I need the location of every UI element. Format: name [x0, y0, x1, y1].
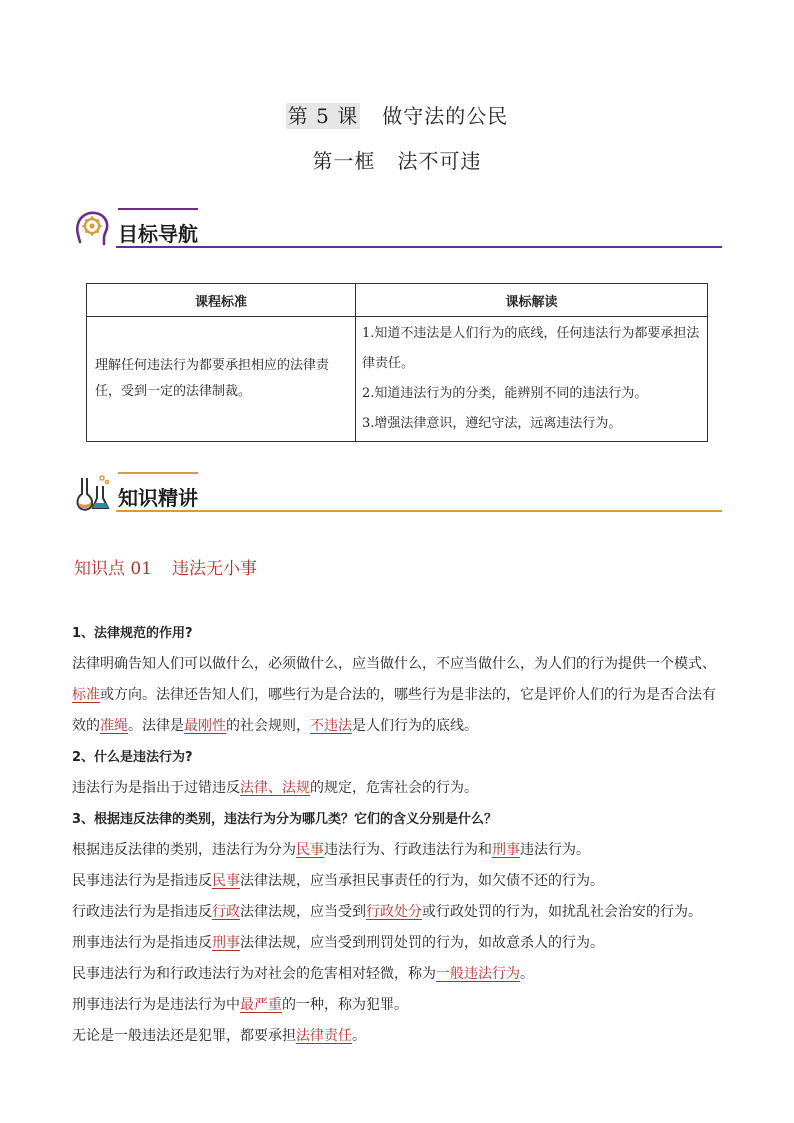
- key-term: 民事: [212, 873, 240, 889]
- key-term: 标准: [72, 687, 100, 703]
- question-heading: 3、根据违反法律的类别，违法行为分为哪几类？它们的含义分别是什么？: [72, 812, 498, 827]
- paragraph: [72, 773, 724, 804]
- text: 违法行为。: [520, 842, 590, 858]
- text: 法律法规，应当承担民事责任的行为，如欠债不还的行为。: [240, 873, 604, 889]
- section-accent-line: [118, 472, 198, 474]
- text: 民事违法行为是指违反: [72, 873, 212, 889]
- section-divider: [116, 246, 722, 248]
- text: 或行政处罚的行为，如扰乱社会治安的行为。: [422, 904, 702, 920]
- paragraph: [72, 711, 724, 742]
- question-heading: 1、法律规范的作用?: [72, 626, 193, 641]
- standard-reading-cell: [356, 317, 708, 442]
- paragraph: [72, 928, 724, 959]
- text: 的一种，称为犯罪。: [282, 997, 408, 1013]
- section-divider: [116, 510, 722, 512]
- brain-gear-icon: [72, 208, 112, 248]
- text: 效的: [72, 718, 100, 734]
- key-term: 准绳: [100, 718, 128, 734]
- text: 刑事违法行为是违法行为中: [72, 997, 240, 1013]
- section-accent-line: [118, 208, 198, 210]
- key-term: 刑事: [492, 842, 520, 858]
- key-term: 最刚性: [184, 718, 226, 734]
- key-term: 一般违法行为: [436, 966, 520, 982]
- key-term: 最严重: [240, 997, 282, 1013]
- table-row: [87, 317, 708, 442]
- reading-item: 1.知道不违法是人们行为的底线，任何违法行为都要承担法律责任。: [362, 326, 700, 371]
- frame-number: 第一框: [312, 149, 376, 173]
- text: 。法律是: [128, 718, 184, 734]
- reading-item: 3.增强法律意识，遵纪守法，远离违法行为。: [362, 416, 622, 431]
- key-term: 不违法: [310, 718, 352, 734]
- key-term: 行政: [212, 904, 240, 920]
- text: 违法行为、行政违法行为和: [324, 842, 492, 858]
- knowledge-point-title: [74, 554, 257, 579]
- section-title: 知识精讲: [118, 486, 198, 510]
- text: 。: [352, 1028, 366, 1044]
- paragraph: [72, 959, 724, 990]
- section-goal-navigation: [72, 206, 722, 254]
- table-header-row: [87, 284, 708, 317]
- paragraph: [72, 1021, 724, 1052]
- text: 行政违法行为是指违反: [72, 904, 212, 920]
- knowledge-point-number: 知识点 01: [74, 559, 153, 579]
- lesson-number: 第 5 课: [287, 104, 359, 128]
- key-term: 法律、法规: [240, 780, 310, 796]
- text: 刑事违法行为是指违反: [72, 935, 212, 951]
- paragraph: [72, 835, 724, 866]
- text: 法律明确告知人们可以做什么，必须做什么，应当做什么，不应当做什么，为人们的行为提供一个模式、: [72, 656, 716, 672]
- knowledge-point-name: 违法无小事: [172, 559, 258, 579]
- paragraph: [72, 990, 724, 1021]
- text: 无论是一般违法还是犯罪，都要承担: [72, 1028, 296, 1044]
- lesson-name: 做守法的公民: [382, 104, 509, 128]
- knowledge-content: [72, 618, 724, 1052]
- text: 民事违法行为和行政违法行为对社会的危害相对轻微，称为: [72, 966, 436, 982]
- key-term: 行政处分: [366, 904, 422, 920]
- frame-name: 法不可违: [397, 149, 482, 173]
- goal-table: [86, 283, 708, 442]
- text: 法律法规，应当受到刑罚处罚的行为，如故意杀人的行为。: [240, 935, 604, 951]
- text: 根据违反法律的类别，违法行为分为: [72, 842, 296, 858]
- text: 的规定，危害社会的行为。: [310, 780, 478, 796]
- text: 的社会规则，: [226, 718, 310, 734]
- paragraph: [72, 649, 724, 680]
- course-standard-cell: 理解任何违法行为都要承担相应的法律责任，受到一定的法律制裁。: [87, 317, 356, 442]
- text: 或方向。法律还告知人们，哪些行为是合法的，哪些行为是非法的，它是评价人们的行为是否合法有: [100, 687, 716, 703]
- table-header-reading: 课标解读: [356, 284, 708, 317]
- frame-title: [0, 145, 794, 174]
- lab-flask-icon: [72, 472, 112, 512]
- key-term: 民事: [296, 842, 324, 858]
- lesson-title: [0, 100, 794, 129]
- paragraph: [72, 897, 724, 928]
- table-header-standard: 课程标准: [87, 284, 356, 317]
- key-term: 法律责任: [296, 1028, 352, 1044]
- question-heading: 2、什么是违法行为?: [72, 750, 193, 765]
- reading-item: 2.知道违法行为的分类，能辨别不同的违法行为。: [362, 386, 648, 401]
- text: 。: [520, 966, 534, 982]
- section-knowledge-lecture: [72, 470, 722, 518]
- text: 违法行为是指出于过错违反: [72, 780, 240, 796]
- section-title: 目标导航: [118, 222, 198, 246]
- text: 法律法规，应当受到: [240, 904, 366, 920]
- key-term: 刑事: [212, 935, 240, 951]
- paragraph: [72, 866, 724, 897]
- paragraph: [72, 680, 724, 711]
- text: 是人们行为的底线。: [352, 718, 478, 734]
